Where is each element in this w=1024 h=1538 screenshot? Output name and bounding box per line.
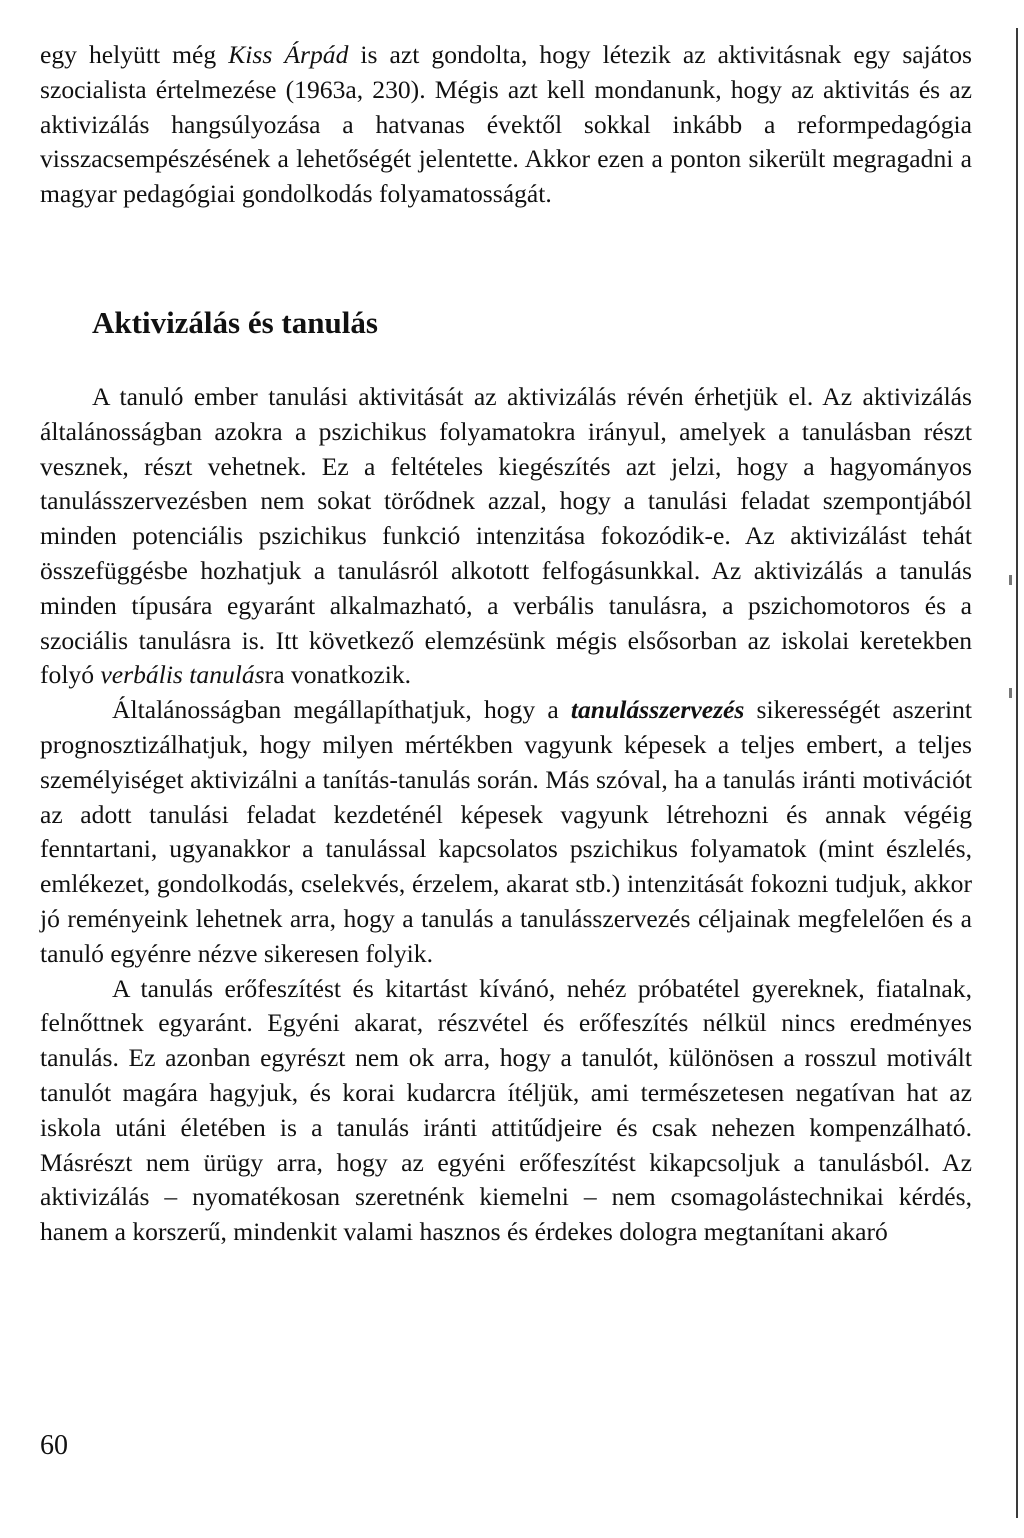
paragraph-learning-organization [40,693,972,971]
page-body [40,38,972,1250]
text-span: egy helyütt még [40,40,229,69]
page-number: 60 [40,1430,68,1461]
scan-mark [1009,575,1012,585]
section-heading: Aktivizálás és tanulás [92,304,378,340]
text-span: Általánosságban megállapíthatjuk, hogy a [112,695,571,725]
page-edge-line [1016,28,1018,1518]
text-span: A tanuló ember tanulási aktivitását az aktivizálás révén érhetjük el. Az aktivizálás általánosságban azokra a pszichikus folyamatokra irányul, amelyek a tanulásban részt vesznek, részt vehetnek. Ez a feltételes kiegészítés azt jelzi, hogy a hagyományos tanulásszervezésben nem sokat törődnek azzal, hogy a tanulási feladat szempontjából minden potenciális pszichikus funkció intenzitása fokozódik-e. Az aktivizálást tehát összefüggésbe hozhatjuk a tanulásról alkotott felfogásunkkal. Az aktivizálás a tanulás minden típusára egyaránt alkalmazható, a verbális tanulásra, a pszichomotoros és a szociális tanulásra is. Itt következő elemzésünk mégis elsősorban az iskolai keretekben folyó [40,381,972,690]
text-span: is azt gondolta, hogy létezik az aktivitásnak egy sajátos szocialista értelmezése (1963a, 230). Mégis azt kell mondanunk, hogy az aktivitás és az aktivizálás hangsúlyozása a hatvanas évektől sokkal inkább a reformpedagógia visszacsempészésének a lehetőségét jelentette. Akkor ezen a ponton sikerült megragadni a magyar pedagógiai gondolkodás folyamatosságát. [40,40,972,209]
text-span: sikerességét aszerint prognosztizálhatjuk, hogy milyen mértékben vagyunk képesek a teljes embert, a teljes személyiséget aktivizálni a tanítás-tanulás során. Más szóval, ha a tanulás iránti motivációt az adott tanulási feladat kezdeténél képesek vagyunk létrehozni és annak végéig fenntartani, ugyanakkor a tanulással kapcsolatos pszichikus folyamatok (mint észlelés, emlékezet, gondolkodás, cselekvés, érzelem, akarat stb.) intenzitását fokozni tudjuk, akkor jó reményeink lehetnek arra, hogy a tanulás a tanulásszervezés céljainak megfelelően és a tanuló egyénre nézve sikeresen folyik. [40,695,972,968]
author-name-italic: Kiss Árpád [228,40,349,69]
emphasis-learning-organization: tanulásszervezés [570,695,745,725]
emphasis-verbal-learning: verbális tanulás [100,660,265,690]
paragraph-intro [40,38,972,212]
text-span: ra vonatkozik. [264,660,412,690]
scan-mark [1009,688,1012,698]
paragraph-activation [40,380,972,693]
paragraph-effort: A tanulás erőfeszítést és kitartást kívánó, nehéz próbatétel gyereknek, fiatalnak, felnőttnek egyaránt. Egyéni akarat, részvétel és erőfeszítés nélkül nincs eredményes tanulás. Ez azonban egyrészt nem ok arra, hogy a tanulót, különösen a rosszul motivált tanulót magára hagyjuk, és korai kudarcra ítéljük, ami természetesen negatívan hat az iskola utáni életében is a tanulás iránti attitűdjeire és csak nehezen kompenzálható. Másrészt nem ürügy arra, hogy az egyéni erőfeszítést kikapcsoljuk a tanulásból. Az aktivizálás – nyomatékosan szeretnénk kiemelni – nem csomagolástechnikai kérdés, hanem a korszerű, mindenkit valami hasznos és érdekes dologra megtanítani akaró [40,973,972,1247]
